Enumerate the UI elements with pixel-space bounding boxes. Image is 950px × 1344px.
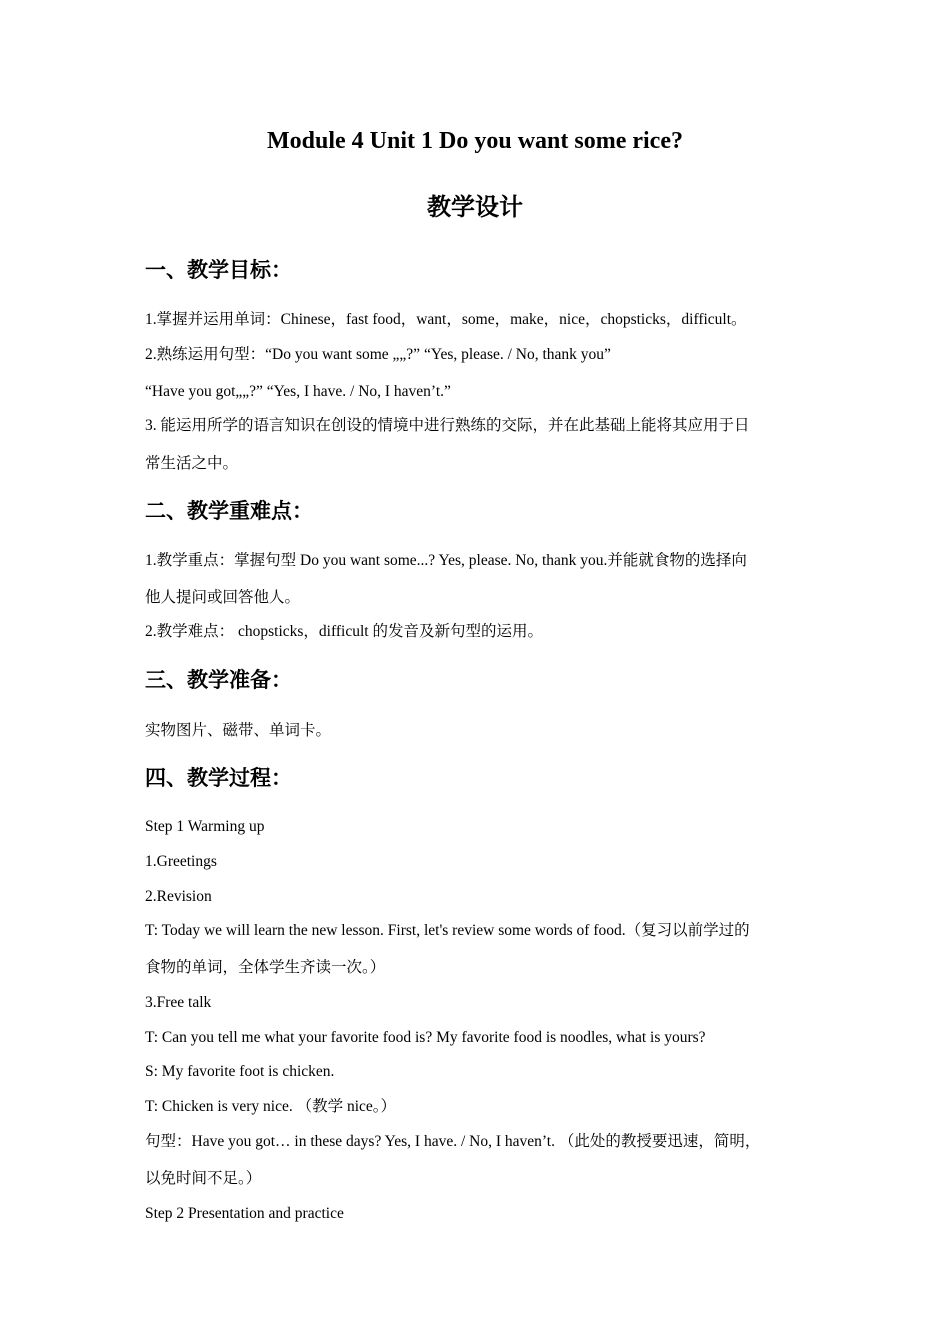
text-line: 食物的单词，全体学生齐读一次。） — [145, 959, 386, 976]
text-line: T: Chicken is very nice. （教学 nice。） — [145, 1098, 397, 1115]
text-line: 实物图片、磁带、单词卡。 — [145, 722, 332, 739]
text-line: 2.熟练运用句型：“Do you want some „„?” “Yes, please. / No, thank you” — [145, 346, 611, 363]
text-line: T: Can you tell me what your favorite food is? My favorite food is noodles, what is yours? — [145, 1029, 706, 1046]
text-line: 句型：Have you got… in these days? Yes, I have. / No, I haven’t. （此处的教授要迅速，简明， — [145, 1133, 761, 1150]
text-line: “Have you got„„?” “Yes, I have. / No, I haven’t.” — [145, 383, 451, 400]
text-line: 3.Free talk — [145, 994, 212, 1011]
text-line: 2.Revision — [145, 888, 212, 905]
section-heading-preparation: 三、教学准备： — [145, 668, 292, 692]
document-title: Module 4 Unit 1 Do you want some rice? — [267, 128, 683, 154]
document-subtitle: 教学设计 — [427, 195, 523, 221]
text-line: 以免时间不足。） — [145, 1170, 262, 1187]
text-line: 1.掌握并运用单词：Chinese，fast food，want，some，make，nice，chopsticks，difficult。 — [145, 311, 747, 328]
text-line: 2.教学难点： chopsticks，difficult 的发音及新句型的运用。 — [145, 623, 543, 640]
text-line: 他人提问或回答他人。 — [145, 589, 301, 606]
text-line: T: Today we will learn the new lesson. First, let's review some words of food.（复习以前学过的 — [145, 922, 750, 939]
text-line: Step 2 Presentation and practice — [145, 1205, 344, 1222]
text-line: 1.教学重点：掌握句型 Do you want some...? Yes, please. No, thank you.并能就食物的选择向 — [145, 552, 747, 569]
text-line: 常生活之中。 — [145, 455, 239, 472]
section-heading-key-points: 二、教学重难点： — [145, 499, 313, 523]
text-line: 1.Greetings — [145, 853, 217, 870]
text-line: 3. 能运用所学的语言知识在创设的情境中进行熟练的交际，并在此基础上能将其应用于日 — [145, 417, 750, 434]
section-heading-objectives: 一、教学目标： — [145, 258, 292, 282]
text-line: Step 1 Warming up — [145, 818, 265, 835]
section-heading-process: 四、教学过程： — [145, 766, 292, 790]
text-line: S: My favorite foot is chicken. — [145, 1063, 335, 1080]
